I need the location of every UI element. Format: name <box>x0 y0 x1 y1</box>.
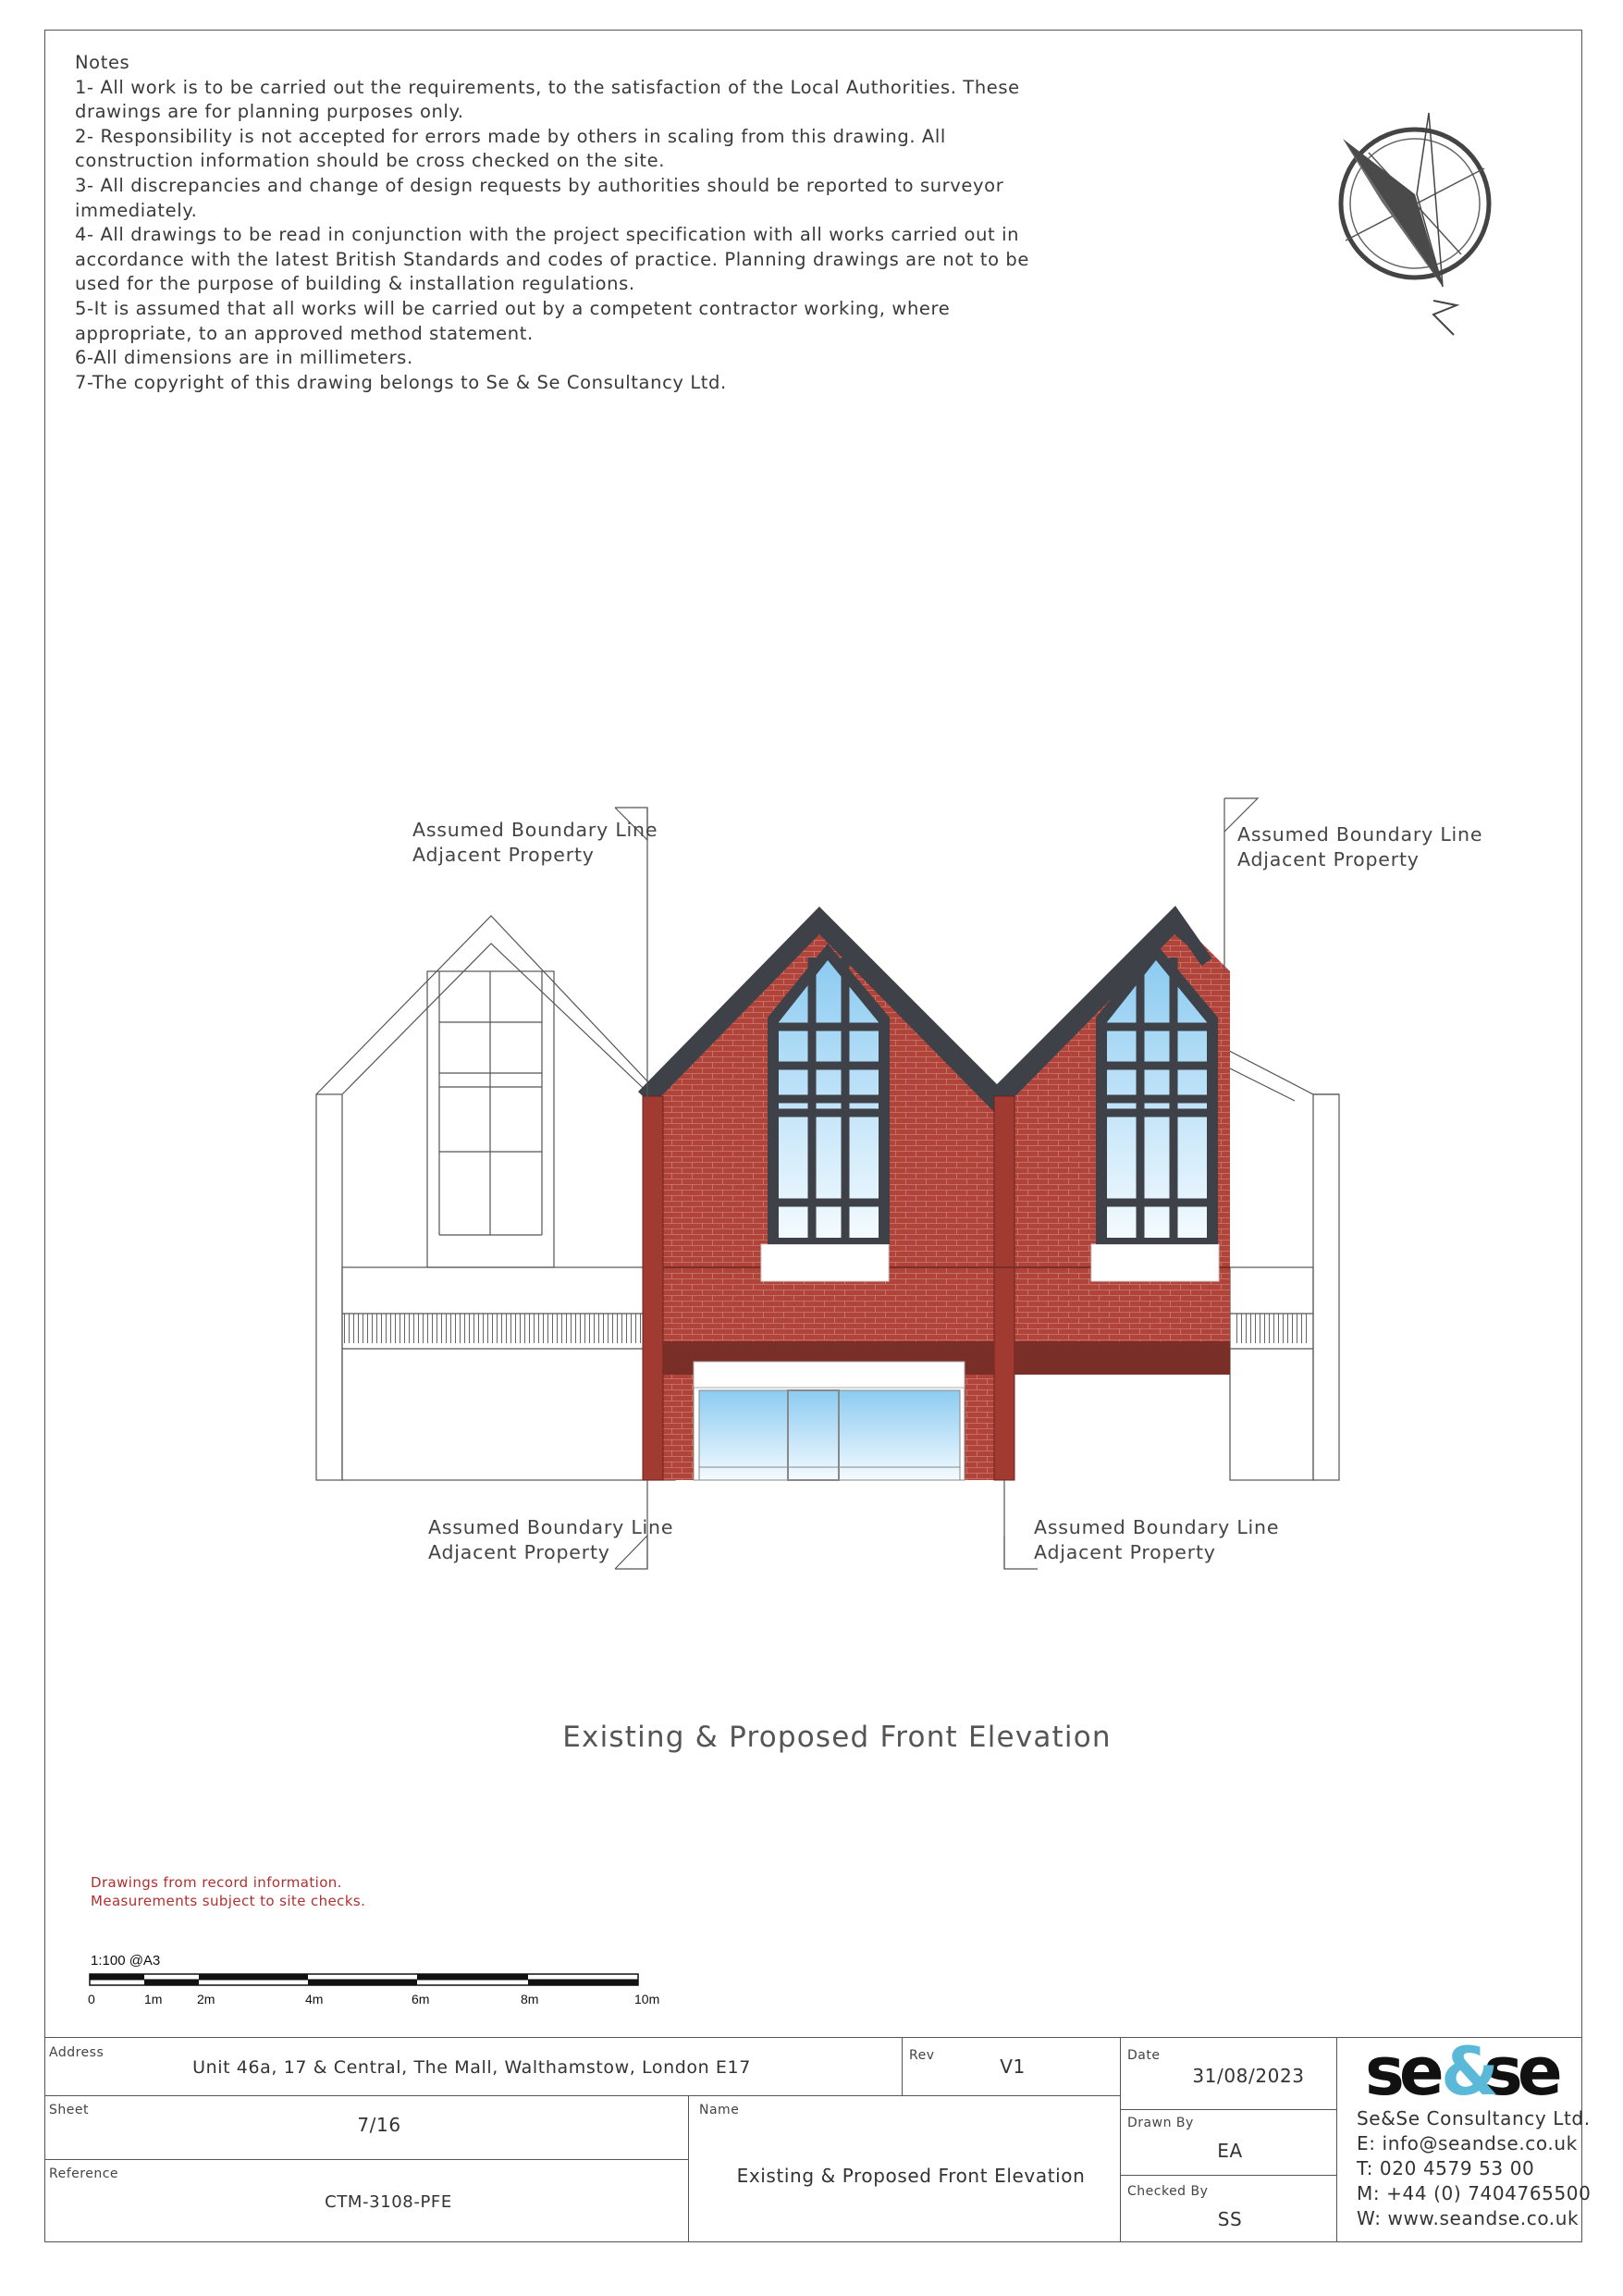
name-caption: Name <box>699 2103 740 2117</box>
boundary-label-top-right: Assumed Boundary Line Adjacent Property <box>1237 823 1483 870</box>
scale-tick-8m: 8m <box>521 1992 539 2006</box>
scale-tick-1m: 1m <box>144 1992 163 2006</box>
address-caption: Address <box>49 2045 105 2060</box>
company-details <box>1357 2106 1591 2231</box>
note-line: 6-All dimensions are in millimeters. <box>75 347 413 369</box>
name-value: Existing & Proposed Front Elevation <box>736 2165 1086 2187</box>
notes-heading: Notes <box>75 52 130 73</box>
reference-caption: Reference <box>49 2166 118 2181</box>
tb-line <box>1336 2037 1337 2242</box>
note-line: used for the purpose of building & installation regulations. <box>75 273 635 295</box>
tb-line <box>44 2095 1120 2096</box>
svg-text:&: & <box>1441 2033 1499 2105</box>
note-line: appropriate, to an approved method statement. <box>75 322 534 344</box>
sheet-caption: Sheet <box>49 2103 89 2117</box>
svg-text:se: se <box>1483 2033 1557 2105</box>
north-arrow-icon <box>1313 102 1498 342</box>
address-value: Unit 46a, 17 & Central, The Mall, Walthamstow, London E17 <box>192 2057 751 2078</box>
tb-line <box>902 2037 903 2095</box>
note-line: construction information should be cross checked on the site. <box>75 150 666 172</box>
note-line: 3- All discrepancies and change of design requests by authorities should be reported to surveyor <box>75 174 1004 196</box>
note-line: accordance with the latest British Standards and codes of practice. Planning drawings are not to be <box>75 248 1029 270</box>
scale-tick-4m: 4m <box>305 1992 324 2006</box>
note-line: 7-The copyright of this drawing belongs to Se & Se Consultancy Ltd. <box>75 371 727 393</box>
left-adjacent-property <box>316 916 675 1480</box>
scale-tick-0: 0 <box>88 1992 95 2006</box>
tb-line <box>1120 2037 1121 2242</box>
checked-value: SS <box>1217 2208 1243 2230</box>
shopfront <box>694 1362 965 1480</box>
note-line: 5-It is assumed that all works will be carried out by a competent contractor working, where <box>75 297 951 319</box>
checked-caption: Checked By <box>1127 2184 1209 2199</box>
reference-value: CTM-3108-PFE <box>325 2192 452 2212</box>
tb-line <box>688 2095 689 2242</box>
tb-line <box>44 2159 688 2160</box>
company-phone: T: 020 4579 53 00 <box>1357 2157 1535 2179</box>
company-logo-icon <box>1361 2033 1574 2105</box>
note-line: drawings are for planning purposes only. <box>75 101 464 123</box>
note-line: 4- All drawings to be read in conjunction with the project specification with all works carried out in <box>75 224 1020 246</box>
sheet-value: 7/16 <box>357 2114 401 2136</box>
drawing-title: Existing & Proposed Front Elevation <box>562 1721 1112 1754</box>
rev-caption: Rev <box>909 2048 935 2063</box>
boundary-label-bottom-left: Assumed Boundary Line Adjacent Property <box>428 1516 674 1563</box>
scale-tick-6m: 6m <box>412 1992 430 2006</box>
note-line: 2- Responsibility is not accepted for errors made by others in scaling from this drawing. All <box>75 125 946 147</box>
record-note: Drawings from record information. Measurements subject to site checks. <box>91 1874 366 1909</box>
company-web: W: www.seandse.co.uk <box>1357 2207 1580 2229</box>
drawn-value: EA <box>1217 2140 1243 2162</box>
tb-line <box>1120 2109 1336 2110</box>
notes-block <box>75 51 1055 395</box>
note-line: 1- All work is to be carried out the requirements, to the satisfaction of the Local Authorities. These <box>75 76 1020 98</box>
rev-value: V1 <box>1000 2055 1026 2078</box>
svg-text:se: se <box>1365 2033 1439 2105</box>
company-name: Se&Se Consultancy Ltd. <box>1357 2107 1591 2129</box>
boundary-label-bottom-right: Assumed Boundary Line Adjacent Property <box>1034 1516 1280 1563</box>
company-email: E: info@seandse.co.uk <box>1357 2132 1578 2154</box>
boundary-label-top-left: Assumed Boundary Line Adjacent Property <box>412 819 658 866</box>
date-value: 31/08/2023 <box>1192 2065 1305 2087</box>
front-elevation-drawing <box>305 796 1350 1582</box>
note-line: immediately. <box>75 199 198 221</box>
tb-line <box>1120 2175 1336 2176</box>
date-caption: Date <box>1127 2048 1161 2063</box>
drawn-caption: Drawn By <box>1127 2116 1194 2130</box>
scale-bar <box>89 1973 644 1988</box>
scale-label: 1:100 @A3 <box>91 1953 161 1969</box>
scale-tick-2m: 2m <box>197 1992 215 2006</box>
company-mobile: M: +44 (0) 7404765500 <box>1357 2182 1592 2204</box>
scale-tick-10m: 10m <box>634 1992 660 2006</box>
company-logo <box>1361 2033 1574 2105</box>
